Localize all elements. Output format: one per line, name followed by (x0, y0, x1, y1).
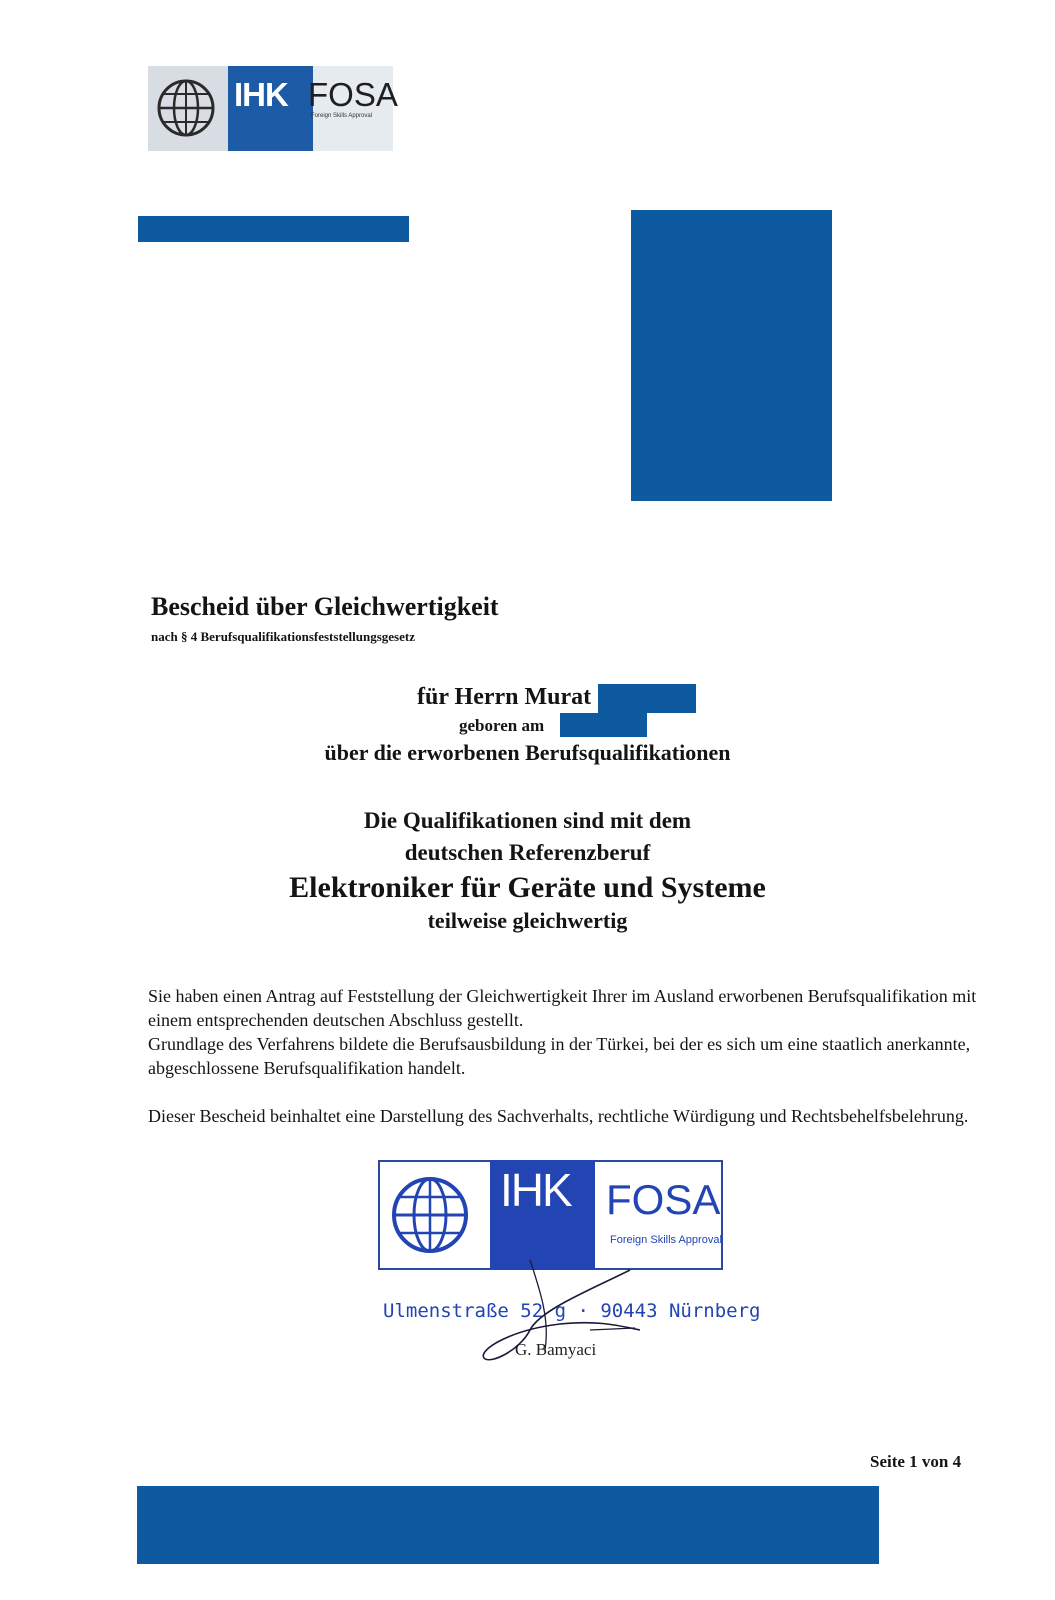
logo-globe-area (148, 66, 228, 151)
logo-product: FOSA (308, 76, 398, 113)
stamp-brand: IHK (500, 1164, 571, 1216)
redaction-surname (598, 684, 696, 713)
stamp-tagline: Foreign Skills Approval (610, 1234, 722, 1246)
logo-tagline: Foreign Skills Approval (311, 113, 373, 119)
header-logo (148, 66, 398, 151)
redaction-info-block (631, 210, 832, 501)
globe-icon (148, 66, 228, 151)
redaction-birthdate (560, 713, 647, 737)
signature-mark (470, 1250, 670, 1380)
recipient-prefix: für Herrn Murat (417, 684, 592, 710)
birth-line (459, 716, 544, 736)
stamp-product: FOSA (606, 1176, 721, 1223)
profession-title: Elektroniker für Geräte und Systeme (289, 871, 766, 904)
paragraph-application: Sie haben einen Antrag auf Feststellung der Gleichwertigkeit Ihrer im Ausland erworbenen Berufsqualifikation mit einem entsprechenden deutschen Abschluss gestellt. (148, 986, 977, 1030)
recipient-line (417, 684, 591, 711)
result-status: teilweise gleichwertig (427, 908, 628, 933)
result-line-1: Die Qualifikationen sind mit dem (363, 808, 692, 833)
body-block-1 (148, 984, 978, 1080)
stamp-address: Ulmenstraße 52 g · 90443 Nürnberg (383, 1300, 761, 1322)
about-line: über die erworbenen Berufsqualifikationen (324, 740, 731, 765)
page-indicator: Seite 1 von 4 (870, 1452, 962, 1471)
birth-label: geboren am (459, 716, 545, 735)
document-subtitle: nach § 4 Berufsqualifikationsfeststellungsgesetz (151, 629, 415, 644)
paragraph-contents: Dieser Bescheid beinhaltet eine Darstellung des Sachverhalts, rechtliche Würdigung und Rechtsbehelfsbelehrung. (148, 1106, 969, 1126)
body-block-2 (148, 1104, 978, 1128)
document-title: Bescheid über Gleichwertigkeit (151, 592, 499, 621)
paragraph-basis: Grundlage des Verfahrens bildete die Berufsausbildung in der Türkei, bei der es sich um eine staatlich anerkannte, abgeschlossene Berufsqualifikation handelt. (148, 1034, 971, 1078)
result-line-2: deutschen Referenzberuf (404, 840, 651, 865)
redaction-address (138, 216, 409, 242)
logo-brand: IHK (234, 76, 288, 113)
signer-name: G. Bamyaci (515, 1340, 597, 1359)
redaction-footer (137, 1486, 879, 1564)
